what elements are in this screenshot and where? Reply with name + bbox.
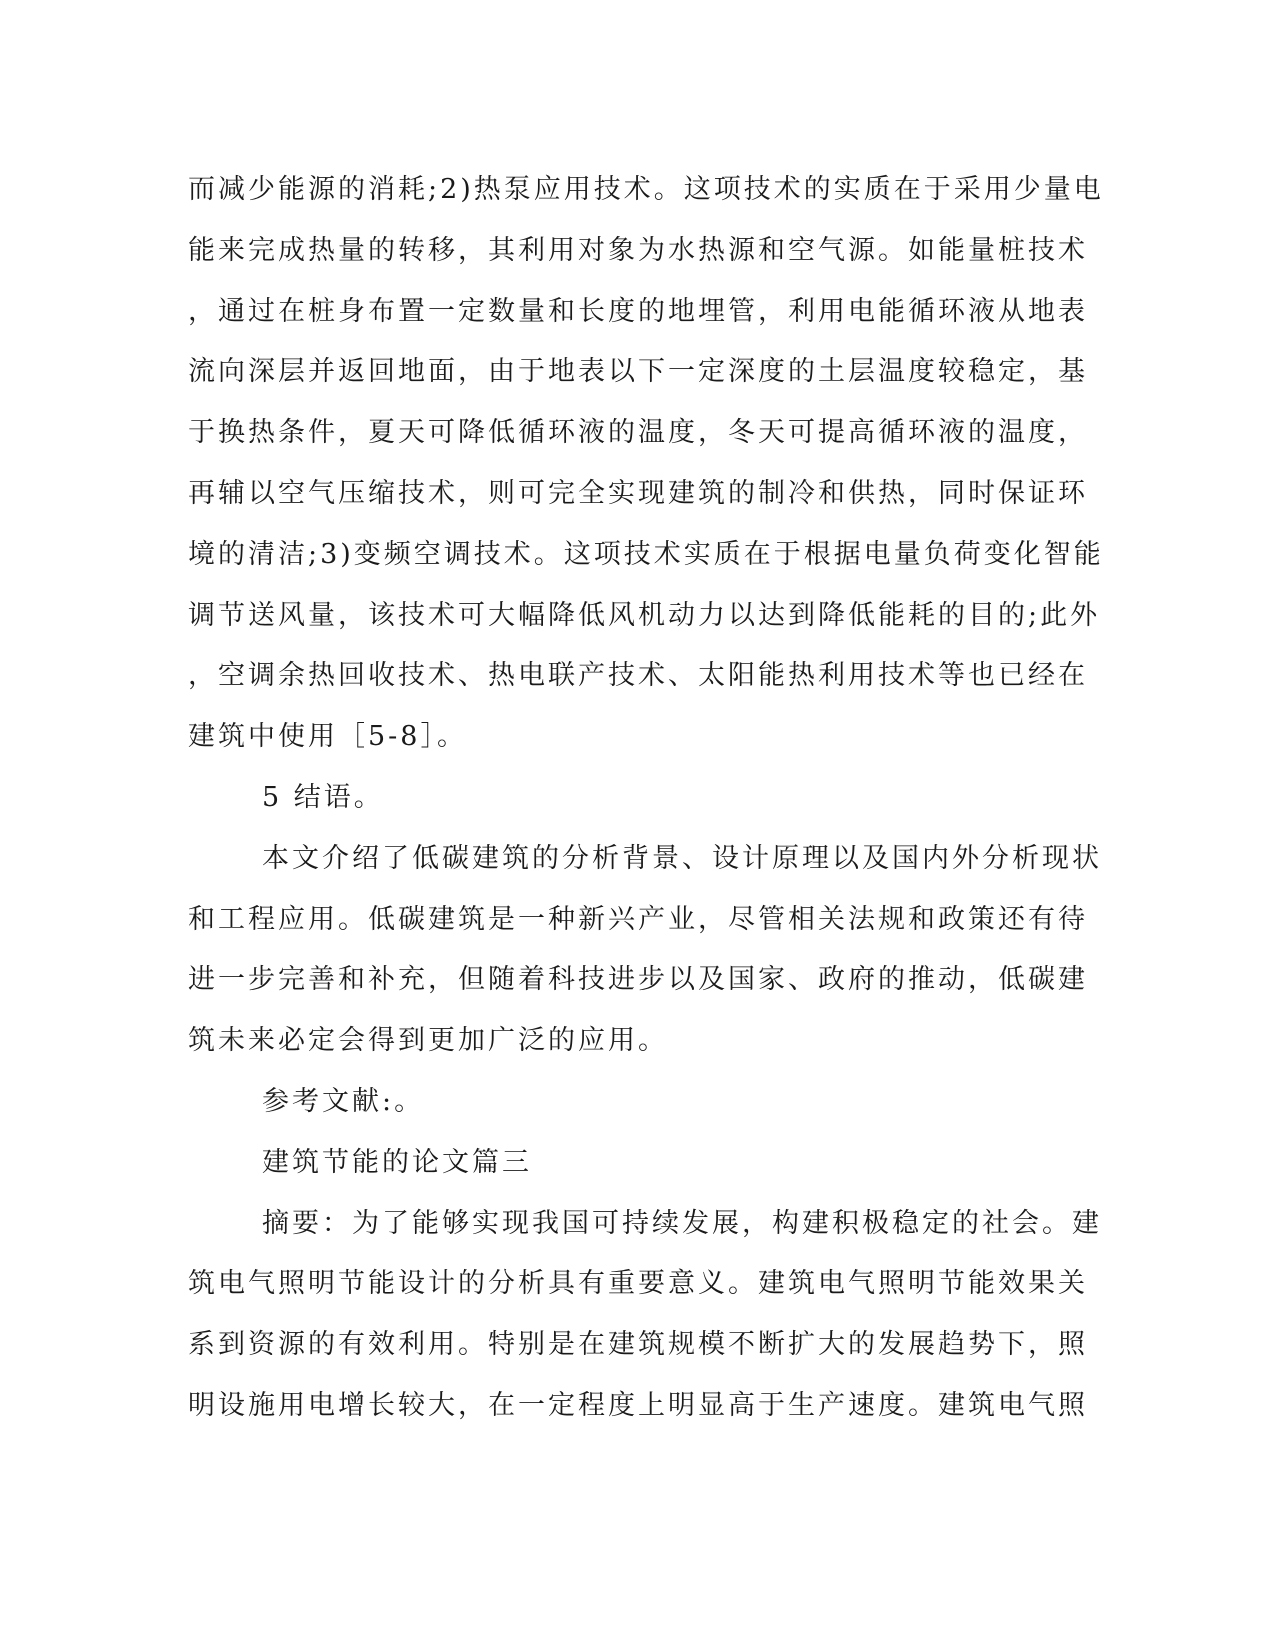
text-line: 流向深层并返回地面，由于地表以下一定深度的土层温度较稳定，基 bbox=[188, 356, 1088, 388]
text-line: 建筑中使用［5-8］。 bbox=[188, 721, 467, 753]
text-line: ，通过在桩身布置一定数量和长度的地埋管，利用电能循环液从地表 bbox=[188, 295, 1088, 327]
text-line: 系到资源的有效利用。特别是在建筑规模不断扩大的发展趋势下，照 bbox=[188, 1329, 1088, 1361]
text-line: 筑电气照明节能设计的分析具有重要意义。建筑电气照明节能效果关 bbox=[188, 1268, 1088, 1300]
abstract-first-line: 摘要：为了能够实现我国可持续发展，构建积极稳定的社会。建 bbox=[262, 1207, 1102, 1239]
text-line: 能来完成热量的转移，其利用对象为水热源和空气源。如能量桩技术 bbox=[188, 234, 1088, 266]
text-line: 和工程应用。低碳建筑是一种新兴产业，尽管相关法规和政策还有待 bbox=[188, 903, 1088, 935]
references-heading: 参考文献:。 bbox=[262, 1085, 425, 1117]
text-line: 再辅以空气压缩技术，则可完全实现建筑的制冷和供热，同时保证环 bbox=[188, 477, 1088, 509]
text-line: ，空调余热回收技术、热电联产技术、太阳能热利用技术等也已经在 bbox=[188, 660, 1088, 692]
text-line: 于换热条件，夏天可降低循环液的温度，冬天可提高循环液的温度， bbox=[188, 417, 1088, 449]
text-line: 进一步完善和补充，但随着科技进步以及国家、政府的推动，低碳建 bbox=[188, 964, 1088, 996]
text-line: 筑未来必定会得到更加广泛的应用。 bbox=[188, 1025, 668, 1057]
text-line: 而减少能源的消耗;2)热泵应用技术。这项技术的实质在于采用少量电 bbox=[188, 174, 1104, 205]
body-text bbox=[188, 160, 1104, 1437]
paragraph-first-line: 本文介绍了低碳建筑的分析背景、设计原理以及国内外分析现状 bbox=[262, 842, 1102, 874]
text-line: 调节送风量，该技术可大幅降低风机动力以达到降低能耗的目的;此外 bbox=[188, 599, 1101, 631]
article-title: 建筑节能的论文篇三 bbox=[262, 1146, 532, 1178]
text-line: 明设施用电增长较大，在一定程度上明显高于生产速度。建筑电气照 bbox=[188, 1389, 1088, 1421]
section-heading-conclusion: 5 结语。 bbox=[262, 781, 384, 813]
text-line: 境的清洁;3)变频空调技术。这项技术实质在于根据电量负荷变化智能 bbox=[188, 538, 1104, 570]
